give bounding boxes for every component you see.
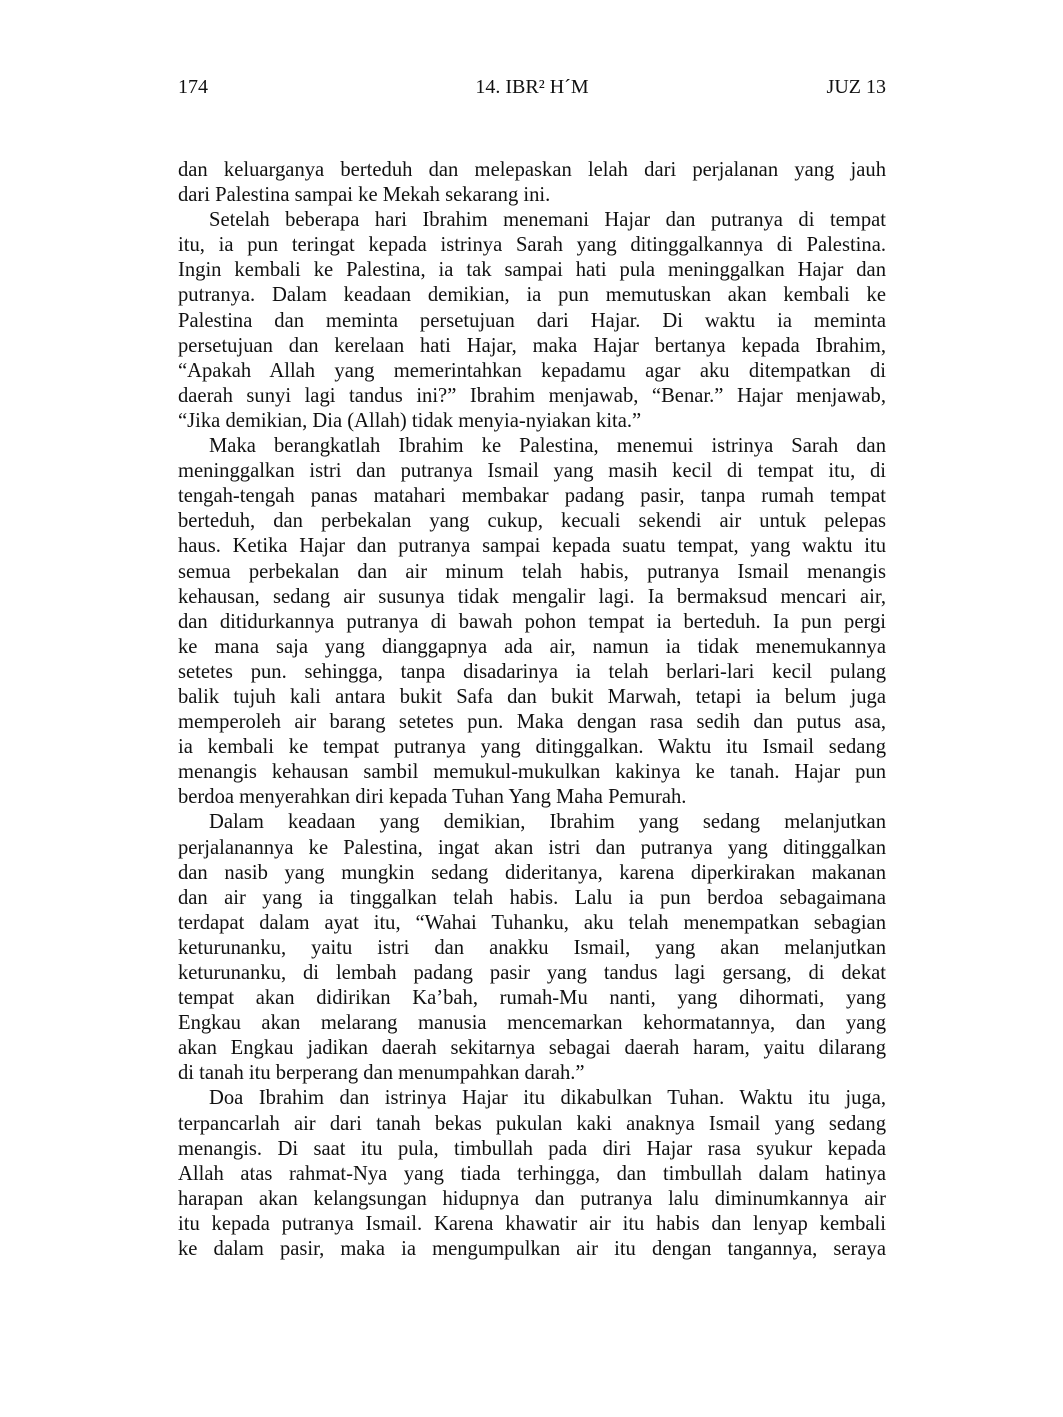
text-line: “Apakah Allah yang memerintahkan kepadamu agar aku ditempatkan di (178, 359, 886, 382)
text-line: perjalanannya ke Palestina, ingat akan istri dan putranya yang ditinggalkan (178, 836, 886, 859)
paragraph (178, 1086, 886, 1262)
text-line: Allah atas rahmat-Nya yang tiada terhingga, dan timbullah dalam hatinya (178, 1162, 886, 1185)
text-line: kehausan, sedang air susunya tidak mengalir lagi. Ia bermaksud mencari air, (178, 585, 886, 608)
text-line: Setelah beberapa hari Ibrahim menemani Hajar dan putranya di tempat (209, 209, 886, 232)
running-header (178, 76, 886, 102)
text-line: keturunanku, di lembah padang pasir yang tandus lagi gersang, di dekat (178, 962, 886, 984)
text-line: Dalam keadaan yang demikian, Ibrahim yang sedang melanjutkan (209, 811, 886, 834)
text-line: berdoa menyerahkan diri kepada Tuhan Yang Maha Pemurah. (178, 786, 687, 809)
text-line: tengah-tengah panas matahari membakar padang pasir, tanpa rumah tempat (178, 485, 886, 508)
paragraph (178, 158, 886, 208)
text-line: memperoleh air barang setetes pun. Maka dengan rasa sedih dan putus asa, (178, 711, 886, 734)
text-line: meninggalkan istri dan putranya Ismail yang masih kecil di tempat itu, di (178, 460, 886, 483)
text-line: di tanah itu berperang dan menumpahkan darah.” (178, 1062, 585, 1085)
text-line: dan air yang ia tinggalkan telah habis. Lalu ia pun berdoa sebagaimana (178, 886, 886, 909)
text-line: dan keluarganya berteduh dan melepaskan lelah dari perjalanan yang jauh (178, 159, 886, 181)
text-line: terdapat dalam ayat itu, “Wahai Tuhanku, aku telah menempatkan sebagian (178, 911, 886, 934)
text-line: dari Palestina sampai ke Mekah sekarang ini. (178, 184, 551, 207)
paragraph (178, 810, 886, 1086)
text-line: Ingin kembali ke Palestina, ia tak sampai hati pula meninggalkan Hajar dan (178, 259, 886, 282)
text-line: semua perbekalan dan air minum telah habis, putranya Ismail menangis (178, 560, 886, 583)
text-line: ke dalam pasir, maka ia mengumpulkan air itu dengan tangannya, seraya (178, 1238, 886, 1261)
text-line: haus. Ketika Hajar dan putranya sampai kepada suatu tempat, yang waktu itu (178, 535, 886, 558)
text-line: dan nasib yang mungkin sedang dideritanya, karena diperkirakan makanan (178, 861, 886, 884)
text-line: Maka berangkatlah Ibrahim ke Palestina, menemui istrinya Sarah dan (209, 435, 886, 458)
text-line: itu, ia pun teringat kepada istrinya Sarah yang ditinggalkannya di Palestina. (178, 234, 886, 257)
paragraph (178, 208, 886, 434)
text-line: “Jika demikian, Dia (Allah) tidak menyia-nyiakan kita.” (178, 409, 642, 432)
text-line: ke mana saja yang dianggapnya ada air, namun ia tidak menemukannya (178, 635, 886, 658)
text-line: Palestina dan meminta persetujuan dari Hajar. Di waktu ia meminta (178, 309, 886, 332)
text-line: putranya. Dalam keadaan demikian, ia pun memutuskan akan kembali ke (178, 284, 886, 307)
text-line: tempat akan didirikan Ka’bah, rumah-Mu nanti, yang dihormati, yang (178, 987, 886, 1010)
juz-label: JUZ 13 (826, 76, 886, 98)
page-body (178, 158, 886, 1262)
text-line: harapan akan kelangsungan hidupnya dan putranya lalu diminumkannya air (178, 1187, 886, 1210)
text-line: persetujuan dan kerelaan hati Hajar, maka Hajar bertanya kepada Ibrahim, (178, 334, 886, 357)
text-line: dan ditidurkannya putranya di bawah pohon tempat ia berteduh. Ia pun pergi (178, 610, 886, 633)
text-line: menangis kehausan sambil memukul-mukulkan kakinya ke tanah. Hajar pun (178, 761, 886, 784)
page-number: 174 (178, 76, 208, 98)
text-line: daerah sunyi lagi tandus ini?” Ibrahim menjawab, “Benar.” Hajar menjawab, (178, 384, 886, 407)
text-line: Doa Ibrahim dan istrinya Hajar itu dikabulkan Tuhan. Waktu itu juga, (209, 1087, 886, 1110)
text-line: ia kembali ke tempat putranya yang ditinggalkan. Waktu itu Ismail sedang (178, 736, 886, 759)
text-line: berteduh, dan perbekalan yang cukup, kecuali sekendi air untuk pelepas (178, 510, 886, 533)
text-line: balik tujuh kali antara bukit Safa dan bukit Marwah, tetapi ia belum juga (178, 685, 886, 708)
chapter-title: 14. IBR² H´M (475, 76, 589, 98)
text-line: akan Engkau jadikan daerah sekitarnya sebagai daerah haram, yaitu dilarang (178, 1037, 886, 1060)
text-line: Engkau akan melarang manusia mencemarkan kehormatannya, dan yang (178, 1012, 886, 1035)
paragraph (178, 434, 886, 810)
text-line: itu kepada putranya Ismail. Karena khawatir air itu habis dan lenyap kembali (178, 1212, 886, 1235)
text-line: setetes pun. sehingga, tanpa disadarinya ia telah berlari-lari kecil pulang (178, 660, 886, 683)
text-line: menangis. Di saat itu pula, timbullah pada diri Hajar rasa syukur kepada (178, 1137, 886, 1160)
text-line: terpancarlah air dari tanah bekas pukulan kaki anaknya Ismail yang sedang (178, 1112, 886, 1135)
text-line: keturunanku, yaitu istri dan anakku Ismail, yang akan melanjutkan (178, 936, 886, 959)
